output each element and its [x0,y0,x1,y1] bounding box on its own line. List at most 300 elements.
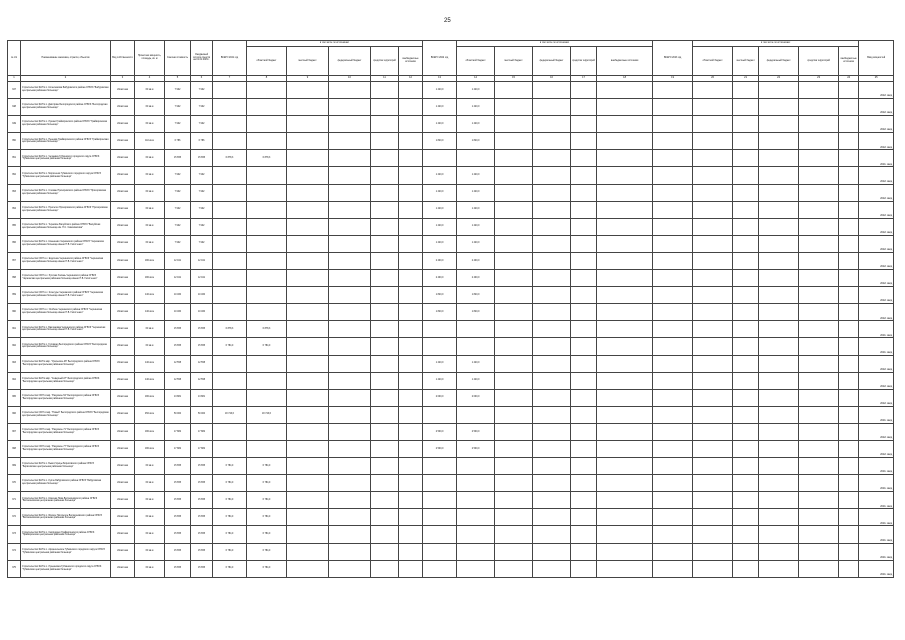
regional-2022-cell [457,406,495,423]
ownership-cell: областная [111,218,135,235]
ownership-cell: областная [111,321,135,338]
total-2021-cell [213,116,247,133]
remaining-balance-cell: 7 902 [191,201,213,218]
regional-2023-cell [693,133,733,150]
input-year-cell: 2021г. ввод [859,526,894,543]
row-number-cell: 365 [8,389,21,406]
local-2022-cell [495,201,533,218]
federal-2022-cell [533,423,571,440]
regional-2023-cell [693,543,733,560]
remaining-balance-cell: 15 655 [191,560,213,577]
regional-2022-cell: 1 820,0 [457,133,495,150]
extra-2023-cell [839,218,859,235]
extra-2022-cell [597,406,653,423]
total-2022-cell [423,321,457,338]
regional-2023-cell [693,116,733,133]
terr-2021-cell [371,133,399,150]
federal-2023-cell [759,338,799,355]
federal-2022-cell [533,492,571,509]
terr-2021-cell [371,509,399,526]
table-header [8,41,894,76]
column-number: 12 [399,76,423,82]
column-number: 10 [329,76,371,82]
object-name-cell: Строительство ФАП в с. Пролетки Прохоровского района ОГБУЗ "Прохоровская центральная районная больница" [21,201,111,218]
regional-2023-cell [693,406,733,423]
total-2023-cell [653,560,693,577]
local-2022-cell [495,560,533,577]
capacity-cell: 140 кв.м [135,355,165,372]
extra-2021-cell [399,321,423,338]
extra-2023-cell [839,389,859,406]
local-2021-cell [287,99,329,116]
terr-2021-cell [371,150,399,167]
terr-2021-cell [371,440,399,457]
federal-2023-cell [759,458,799,475]
extra-2022-cell [597,82,653,99]
regional-2023-cell [693,389,733,406]
federal-2021-cell [329,372,371,389]
federal-2022-cell [533,218,571,235]
federal-2023-cell [759,201,799,218]
total-2022-cell [423,509,457,526]
ownership-cell: областная [111,304,135,321]
local-2022-cell [495,270,533,287]
capacity-cell: 180 кв.м [135,389,165,406]
table-row [8,287,894,304]
total-2023-cell [653,133,693,150]
federal-2021-cell [329,82,371,99]
ownership-cell: областная [111,355,135,372]
input-year-cell: 2022г. ввод [859,355,894,372]
terr-2022-cell [571,389,597,406]
federal-2021-cell [329,389,371,406]
local-2022-cell [495,389,533,406]
extra-2021-cell [399,372,423,389]
header-federal-2021: федеральный бюджет [329,47,371,76]
ownership-cell: областная [111,99,135,116]
column-number: 22 [759,76,799,82]
extra-2022-cell [597,355,653,372]
regional-2021-cell [247,116,287,133]
local-2021-cell [287,235,329,252]
federal-2022-cell [533,355,571,372]
extra-2023-cell [839,423,859,440]
federal-2021-cell [329,526,371,543]
extra-2023-cell [839,184,859,201]
remaining-balance-cell: 12 041 [191,252,213,269]
extra-2021-cell [399,218,423,235]
header-remain: Ожидаемый остаток средств на 01.01.2021 г. [191,41,213,76]
extra-2021-cell [399,116,423,133]
capacity-cell: 60 кв.м [135,338,165,355]
terr-2023-cell [799,475,839,492]
object-name-cell: Строительство ФАП в с. Головино Белгородского района ОГБУЗ "Белгородская центральная районная больница" [21,338,111,355]
capacity-cell: 60 кв.м [135,543,165,560]
federal-2023-cell [759,406,799,423]
extra-2022-cell [597,167,653,184]
row-number-cell: 373 [8,526,21,543]
federal-2022-cell [533,287,571,304]
local-2022-cell [495,543,533,560]
table-row [8,270,894,287]
object-name-cell: Строительство ООП в с. Русская Халань Чернянского района ОГБУЗ "Чернянская центральная районная больница имени П.В. Гапотченко" [21,270,111,287]
total-2023-cell [653,440,693,457]
table-body [8,82,894,578]
remaining-balance-cell: 7 902 [191,218,213,235]
total-2021-cell [213,82,247,99]
regional-2021-cell [247,99,287,116]
federal-2023-cell [759,252,799,269]
local-2023-cell [733,201,759,218]
header-federal-2023: федеральный бюджет [759,47,799,76]
capacity-cell: 60 кв.м [135,458,165,475]
total-2021-cell: 6 784,0 [213,338,247,355]
total-2023-cell [653,406,693,423]
extra-2021-cell [399,543,423,560]
local-2021-cell [287,252,329,269]
estimated-cost-cell: 15 655 [165,321,191,338]
federal-2023-cell [759,560,799,577]
extra-2021-cell [399,133,423,150]
header-input: Ввод мощностей [859,41,894,76]
total-2022-cell: 2 400,0 [423,252,457,269]
federal-2023-cell [759,389,799,406]
total-2023-cell [653,167,693,184]
column-number: 19 [653,76,693,82]
terr-2023-cell [799,133,839,150]
federal-2022-cell [533,560,571,577]
extra-2022-cell [597,321,653,338]
column-number: 18 [597,76,653,82]
terr-2023-cell [799,167,839,184]
federal-2023-cell [759,355,799,372]
federal-2022-cell [533,133,571,150]
terr-2021-cell [371,492,399,509]
total-2021-cell [213,287,247,304]
ownership-cell: областная [111,406,135,423]
row-number-cell: 351 [8,150,21,167]
local-2022-cell [495,116,533,133]
regional-2021-cell: 6 784,0 [247,526,287,543]
total-2021-cell: 6 878,3 [213,321,247,338]
extra-2022-cell [597,235,653,252]
regional-2021-cell: 6 784,0 [247,475,287,492]
extra-2023-cell [839,150,859,167]
extra-2022-cell [597,201,653,218]
remaining-balance-cell: 15 655 [191,492,213,509]
remaining-balance-cell: 15 655 [191,543,213,560]
total-2022-cell: 1 420,0 [423,167,457,184]
terr-2022-cell [571,150,597,167]
local-2023-cell [733,270,759,287]
local-2021-cell [287,304,329,321]
regional-2022-cell: 2 400,0 [457,270,495,287]
federal-2022-cell [533,235,571,252]
ownership-cell: областная [111,201,135,218]
regional-2023-cell [693,338,733,355]
local-2022-cell [495,372,533,389]
column-number: 1 [8,76,21,82]
regional-2023-cell [693,458,733,475]
object-name-cell: Строительство ООП в мкр. "Разумное-54" Белгородского района ОГБУЗ "Белгородская центральная районная больница" [21,389,111,406]
header-extra-2021: внебюджетные источники [399,47,423,76]
input-year-cell: 2021г. ввод [859,338,894,355]
input-year-cell: 2022г. ввод [859,235,894,252]
extra-2022-cell [597,423,653,440]
federal-2021-cell [329,150,371,167]
federal-2022-cell [533,252,571,269]
regional-2021-cell [247,355,287,372]
federal-2021-cell [329,116,371,133]
extra-2021-cell [399,287,423,304]
local-2023-cell [733,560,759,577]
regional-2021-cell: 6 784,0 [247,458,287,475]
table-row [8,406,894,423]
total-2023-cell [653,492,693,509]
capacity-cell: 60 кв.м [135,321,165,338]
total-2021-cell [213,372,247,389]
input-year-cell: 2022г. ввод [859,304,894,321]
total-2022-cell [423,150,457,167]
extra-2023-cell [839,543,859,560]
object-name-cell: Строительство ФАП в с. Красная Нива Волоконовского района ОГБУЗ "Волоконовская центральная районная больница" [21,492,111,509]
terr-2022-cell [571,167,597,184]
table-row [8,526,894,543]
terr-2021-cell [371,355,399,372]
header-federal-2022: федеральный бюджет [533,47,571,76]
row-number-cell: 357 [8,252,21,269]
total-2022-cell: 1 420,0 [423,201,457,218]
local-2022-cell [495,82,533,99]
terr-2022-cell [571,355,597,372]
extra-2022-cell [597,116,653,133]
federal-2022-cell [533,406,571,423]
header-capacity: Проектная мощность, площадь, кв. м [135,41,165,76]
federal-2023-cell [759,116,799,133]
total-2021-cell: 6 784,0 [213,560,247,577]
total-2021-cell: 6 784,0 [213,526,247,543]
federal-2021-cell [329,218,371,235]
terr-2021-cell [371,304,399,321]
object-name-cell: Строительство ФАП в с. Терновое Валуйского района ОГБУЗ "Валуйская центральная районная больница им. П.С. Самохвалова" [21,218,111,235]
total-2022-cell: 1 420,0 [423,372,457,389]
capacity-cell: 180 кв.м [135,252,165,269]
terr-2023-cell [799,184,839,201]
local-2021-cell [287,475,329,492]
total-2021-cell [213,235,247,252]
total-2021-cell [213,270,247,287]
terr-2021-cell [371,372,399,389]
federal-2021-cell [329,304,371,321]
total-2022-cell: 1 820,0 [423,133,457,150]
federal-2021-cell [329,252,371,269]
estimated-cost-cell: 15 655 [165,338,191,355]
extra-2022-cell [597,252,653,269]
remaining-balance-cell: 50 000 [191,406,213,423]
column-number: 3 [111,76,135,82]
total-2022-cell: 1 420,0 [423,116,457,133]
input-year-cell: 2022г. ввод [859,218,894,235]
ownership-cell: областная [111,252,135,269]
input-year-cell: 2022г. ввод [859,389,894,406]
ownership-cell: областная [111,526,135,543]
extra-2022-cell [597,458,653,475]
row-number-cell: 371 [8,492,21,509]
estimated-cost-cell: 15 655 [165,526,191,543]
federal-2021-cell [329,201,371,218]
regional-2022-cell: 2 000,0 [457,389,495,406]
row-number-cell: 368 [8,440,21,457]
input-year-cell: 2022г. ввод [859,82,894,99]
total-2022-cell [423,560,457,577]
regional-2023-cell [693,560,733,577]
terr-2022-cell [571,184,597,201]
local-2021-cell [287,355,329,372]
extra-2023-cell [839,355,859,372]
total-2023-cell [653,389,693,406]
capacity-cell: 60 кв.м [135,150,165,167]
local-2023-cell [733,150,759,167]
header-name: Наименование заказчика, отрасли, объектов [21,41,111,76]
regional-2022-cell [457,560,495,577]
total-2023-cell [653,543,693,560]
extra-2022-cell [597,150,653,167]
input-year-cell: 2022г. ввод [859,423,894,440]
local-2023-cell [733,475,759,492]
terr-2023-cell [799,82,839,99]
regional-2021-cell [247,252,287,269]
capacity-cell: 140 кв.м [135,287,165,304]
capacity-cell: 60 кв.м [135,218,165,235]
object-name-cell: Строительство ФАП в мкр. "Северный-07" Белгородского района ОГБУЗ "Белгородская центральная районная больница" [21,372,111,389]
input-year-cell: 2022г. ввод [859,133,894,150]
table-row [8,167,894,184]
total-2021-cell: 6 784,0 [213,458,247,475]
input-year-cell: 2022г. ввод [859,167,894,184]
row-number-cell: 349 [8,116,21,133]
local-2023-cell [733,321,759,338]
total-2022-cell [423,406,457,423]
total-2022-cell: 1 420,0 [423,218,457,235]
object-name-cell: Строительство ФАП в с. Лукьяновка Губкинского городского округа ОГБУЗ "Губкинская центральная районная больница" [21,560,111,577]
ownership-cell: областная [111,82,135,99]
estimated-cost-cell: 10 460 [165,287,191,304]
table-row [8,321,894,338]
column-number: 24 [839,76,859,82]
regional-2021-cell [247,82,287,99]
total-2022-cell: 1 420,0 [423,184,457,201]
row-number-cell: 350 [8,133,21,150]
terr-2021-cell [371,201,399,218]
table-row [8,252,894,269]
ownership-cell: областная [111,509,135,526]
terr-2022-cell [571,82,597,99]
row-number-cell: 354 [8,201,21,218]
input-year-cell: 2022г. ввод [859,201,894,218]
row-number-cell: 355 [8,218,21,235]
extra-2023-cell [839,458,859,475]
extra-2023-cell [839,167,859,184]
federal-2022-cell [533,543,571,560]
total-2023-cell [653,509,693,526]
local-2022-cell [495,440,533,457]
regional-2023-cell [693,235,733,252]
ownership-cell: областная [111,475,135,492]
terr-2022-cell [571,116,597,133]
input-year-cell: 2022г. ввод [859,287,894,304]
object-name-cell: Строительство ФАП в с. Смородино Грайворонского района ОГБУЗ "Грайворонская центральная районная больница" [21,526,111,543]
estimated-cost-cell: 15 655 [165,492,191,509]
object-name-cell: Строительство ООП в мкр. "Разумное-77" Белгородского района ОГБУЗ "Белгородская центральная районная больница" [21,440,111,457]
estimated-cost-cell: 15 655 [165,509,191,526]
ownership-cell: областная [111,338,135,355]
table-row [8,509,894,526]
column-number: 14 [457,76,495,82]
local-2022-cell [495,355,533,372]
column-number: 23 [799,76,839,82]
table-row [8,543,894,560]
total-2021-cell [213,423,247,440]
object-name-cell: Строительство ФАП в с. Колесникова Бабуровского района ОГБУЗ "Бабуровская центральная районная больница" [21,82,111,99]
terr-2023-cell [799,116,839,133]
estimated-cost-cell: 7 902 [165,235,191,252]
capacity-cell: 60 кв.м [135,235,165,252]
estimated-cost-cell: 13 881 [165,389,191,406]
regional-2021-cell [247,440,287,457]
column-number: 2 [21,76,111,82]
regional-2022-cell: 1 420,0 [457,82,495,99]
object-name-cell: Строительство ООП в мкр. "Новый" Белгородского района ОГБУЗ "Белгородская центральная районная больница" [21,406,111,423]
estimated-cost-cell: 17 882 [165,423,191,440]
local-2023-cell [733,133,759,150]
federal-2021-cell [329,235,371,252]
local-2021-cell [287,406,329,423]
local-2023-cell [733,458,759,475]
local-2022-cell [495,475,533,492]
regional-2021-cell [247,270,287,287]
total-2023-cell [653,287,693,304]
regional-2022-cell: 1 420,0 [457,235,495,252]
terr-2023-cell [799,526,839,543]
extra-2022-cell [597,338,653,355]
extra-2023-cell [839,475,859,492]
remaining-balance-cell: 15 655 [191,526,213,543]
total-2023-cell [653,235,693,252]
regional-2022-cell [457,321,495,338]
column-number: 20 [693,76,733,82]
regional-2023-cell [693,218,733,235]
local-2022-cell [495,218,533,235]
regional-2021-cell [247,218,287,235]
table-row [8,99,894,116]
terr-2023-cell [799,543,839,560]
regional-2023-cell [693,321,733,338]
estimated-cost-cell: 7 902 [165,218,191,235]
federal-2023-cell [759,287,799,304]
federal-2023-cell [759,184,799,201]
federal-2021-cell [329,440,371,457]
local-2022-cell [495,150,533,167]
extra-2021-cell [399,406,423,423]
federal-2022-cell [533,116,571,133]
table-row [8,475,894,492]
row-number-cell: 366 [8,406,21,423]
header-terr-2021: средства территорий [371,47,399,76]
extra-2022-cell [597,475,653,492]
total-2023-cell [653,252,693,269]
terr-2021-cell [371,560,399,577]
regional-2022-cell [457,150,495,167]
